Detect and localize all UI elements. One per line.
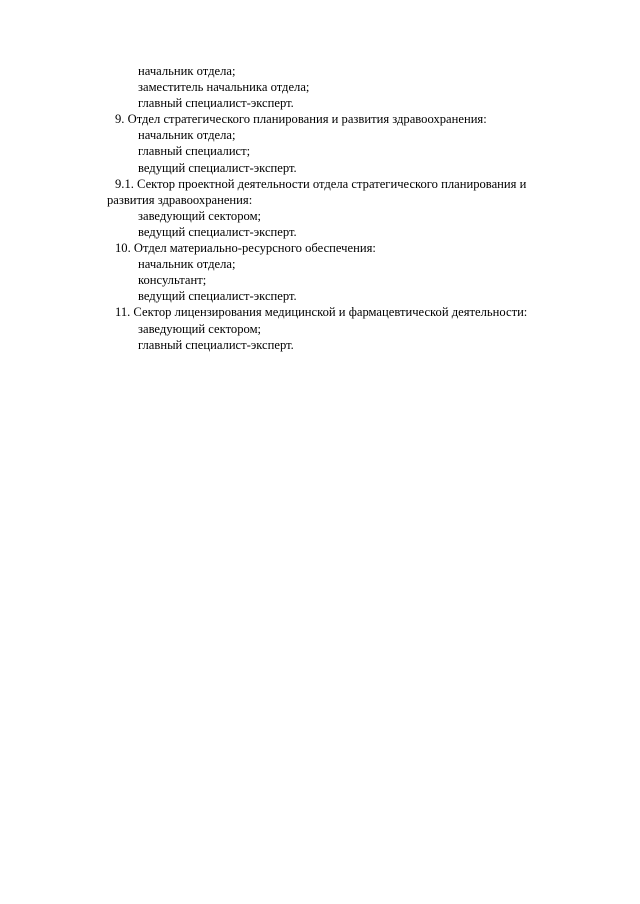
list-item: заведующий сектором; bbox=[138, 208, 262, 223]
list-item: ведущий специалист-эксперт. bbox=[138, 224, 297, 239]
list-item: ведущий специалист-эксперт. bbox=[138, 160, 297, 175]
document-body bbox=[107, 63, 587, 353]
list-item: консультант; bbox=[138, 273, 207, 288]
section-heading: 11. Сектор лицензирования медицинской и фармацевтической деятельности: bbox=[115, 305, 528, 320]
list-item: начальник отдела; bbox=[138, 64, 236, 78]
list-item: начальник отдела; bbox=[138, 128, 236, 143]
list-item: начальник отдела; bbox=[138, 257, 236, 272]
list-item: заведующий сектором; bbox=[138, 321, 262, 336]
section-heading: 10. Отдел материально-ресурсного обеспечения: bbox=[115, 241, 376, 256]
list-item: главный специалист; bbox=[138, 144, 251, 159]
list-item: главный специалист-эксперт. bbox=[138, 337, 294, 352]
list-item: заместитель начальника отдела; bbox=[138, 80, 310, 95]
list-item: ведущий специалист-эксперт. bbox=[138, 289, 297, 304]
section-heading: 9. Отдел стратегического планирования и развития здравоохранения: bbox=[115, 112, 487, 127]
section-heading-continuation: развития здравоохранения: bbox=[107, 192, 253, 207]
section-heading: 9.1. Сектор проектной деятельности отдела стратегического планирования и bbox=[115, 176, 527, 191]
list-item: главный специалист-эксперт. bbox=[138, 96, 294, 111]
